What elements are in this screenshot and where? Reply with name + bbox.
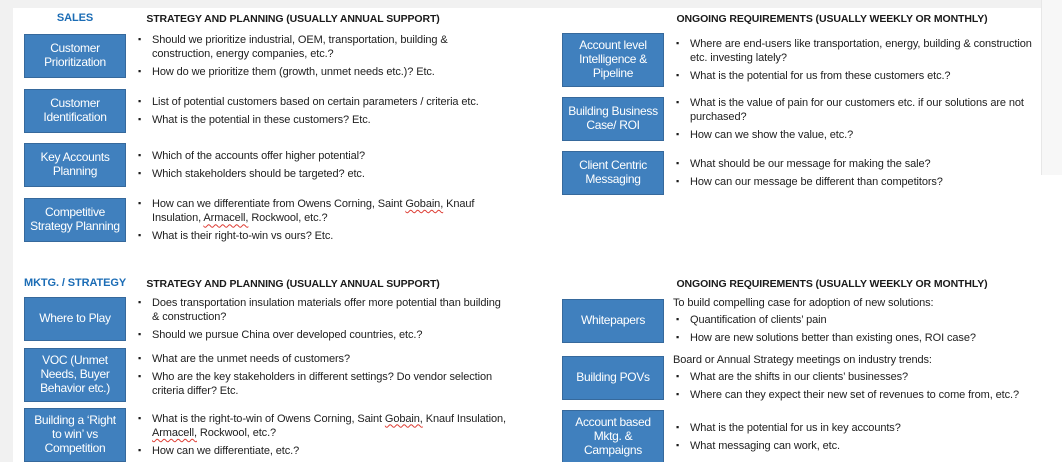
framework-row [562, 96, 1049, 142]
topic-box: Competitive Strategy Planning [24, 198, 126, 242]
topic-box: Account based Mktg. & Campaigns [562, 410, 664, 462]
framework-row [562, 410, 1049, 462]
questions-cell [673, 157, 1049, 189]
questions-cell [673, 353, 1049, 402]
topic-box: Building POVs [562, 356, 664, 400]
questions-cell [135, 296, 507, 342]
questions-cell [135, 33, 507, 79]
intro-line: To build compelling case for adoption of new solutions: [673, 297, 934, 309]
framework-row [24, 296, 507, 342]
topic-box: Where to Play [24, 297, 126, 341]
bullet-list [673, 421, 1049, 453]
bullet-list [135, 352, 507, 398]
bullet-item: ▪ What messaging can work, etc. [673, 439, 1049, 453]
bullet-item: ▪ What are the shifts in our clients’ businesses? [673, 370, 1049, 384]
bullet-list [135, 95, 507, 127]
bullet-list [135, 197, 507, 243]
framework-row [24, 143, 507, 187]
bullet-list [135, 412, 507, 458]
bullet-item: ▪ Does transportation insulation materials offer more potential than building & construction? [135, 296, 507, 324]
bullet-item: ▪ How are new solutions better than existing ones, ROI case? [673, 331, 1049, 345]
bullet-list [673, 313, 1049, 345]
spellcheck-squiggle: Gobain, [384, 412, 423, 425]
spellcheck-squiggle: Armacell, [152, 426, 197, 439]
bullet-list [673, 370, 1049, 402]
bullet-item: ▪ What is the potential for us in key accounts? [673, 421, 1049, 435]
bullet-item: ▪ Where are end-users like transportation, energy, building & construction etc. investing lately? [673, 37, 1049, 65]
topic-box: Customer Identification [24, 89, 126, 133]
bullet-item: ▪ How can we show the value, etc.? [673, 128, 1049, 142]
framework-row [24, 89, 507, 133]
questions-cell [673, 96, 1049, 142]
questions-cell [673, 296, 1049, 345]
framework-row [562, 353, 1049, 402]
bullet-list [135, 33, 507, 79]
topic-box: Client Centric Messaging [562, 151, 664, 195]
bullet-item: ▪ Which of the accounts offer higher potential? [135, 149, 507, 163]
questions-cell [135, 352, 507, 398]
bullet-item: ▪ Should we pursue China over developed countries, etc.? [135, 328, 507, 342]
framework-row [562, 296, 1049, 345]
framework-row [24, 197, 507, 243]
questions-cell [135, 149, 507, 181]
bullet-item: ▪ How can we differentiate from Owens Corning, Saint Gobain, Knauf Insulation, Armacell, Rockwool, etc.? [135, 197, 507, 225]
ongoing-header: ONGOING REQUIREMENTS (USUALLY WEEKLY OR MONTHLY) [676, 13, 988, 25]
bullet-item: ▪ What is the value of pain for our customers etc. if our solutions are not purchased? [673, 96, 1049, 124]
section-label-sales: SALES [56, 12, 94, 24]
bullet-item: ▪ How can our message be different than competitors? [673, 175, 1049, 189]
section-label-mktg-strategy: MKTG. / STRATEGY [24, 277, 127, 289]
framework-row [562, 151, 1049, 195]
ongoing-rows [562, 296, 1049, 462]
bullet-item: ▪ Where can they expect their new set of revenues to come from, etc.? [673, 388, 1049, 402]
planning-rows [24, 296, 507, 462]
bullet-item: ▪ What is the potential for us from these customers etc.? [673, 69, 1049, 83]
ongoing-header: ONGOING REQUIREMENTS (USUALLY WEEKLY OR MONTHLY) [676, 278, 988, 290]
framework-row [24, 348, 507, 402]
bullet-list [135, 149, 507, 181]
ongoing-rows [562, 33, 1049, 204]
topic-box: VOC (Unmet Needs, Buyer Behavior etc.) [24, 348, 126, 402]
bullet-item: ▪ How do we prioritize them (growth, unmet needs etc.)? Etc. [135, 65, 507, 79]
topic-box: Customer Prioritization [24, 34, 126, 78]
bullet-item: ▪ List of potential customers based on certain parameters / criteria etc. [135, 95, 507, 109]
bullet-item: ▪ Should we prioritize industrial, OEM, transportation, building & construction, energy companies, etc.? [135, 33, 507, 61]
bullet-item: ▪ What is the potential in these customers? Etc. [135, 113, 507, 127]
bullet-item: ▪ What are the unmet needs of customers? [135, 352, 507, 366]
bullet-item: ▪ What should be our message for making the sale? [673, 157, 1049, 171]
planning-header: STRATEGY AND PLANNING (USUALLY ANNUAL SUPPORT) [146, 13, 440, 25]
questions-cell [673, 37, 1049, 83]
topic-box: Building a ‘Right to win’ vs Competition [24, 408, 126, 462]
topic-box: Whitepapers [562, 299, 664, 343]
bullet-item: ▪ Which stakeholders should be targeted? etc. [135, 167, 507, 181]
bullet-item: ▪ What is the right-to-win of Owens Corning, Saint Gobain, Knauf Insulation, Armacell, Rockwool, etc.? [135, 412, 507, 440]
bullet-item: ▪ Who are the key stakeholders in different settings? Do vendor selection criteria differ? Etc. [135, 370, 507, 398]
bullet-list [135, 296, 507, 342]
topic-box: Key Accounts Planning [24, 143, 126, 187]
planning-rows [24, 33, 507, 253]
planning-header: STRATEGY AND PLANNING (USUALLY ANNUAL SUPPORT) [146, 278, 440, 290]
spellcheck-squiggle: Gobain, [405, 198, 444, 211]
spellcheck-squiggle: Armacell, [203, 212, 249, 225]
topic-box: Account level Intelligence & Pipeline [562, 33, 664, 87]
framework-row [562, 33, 1049, 87]
framework-row [24, 33, 507, 79]
bullet-item: ▪ Quantification of clients’ pain [673, 313, 1049, 327]
framework-row [24, 408, 507, 462]
questions-cell [673, 421, 1049, 453]
questions-cell [135, 95, 507, 127]
topic-box: Building Business Case/ ROI [562, 97, 664, 141]
bullet-list [673, 37, 1049, 83]
bullet-list [673, 157, 1049, 189]
page-margin-left [0, 0, 13, 462]
questions-cell [135, 197, 507, 243]
bullet-item: ▪ How can we differentiate, etc.? [135, 444, 507, 458]
bullet-item: ▪ What is their right-to-win vs ours? Etc. [135, 229, 507, 243]
page-margin-top [0, 0, 1062, 8]
questions-cell [135, 412, 507, 458]
bullet-list [673, 96, 1049, 142]
intro-line: Board or Annual Strategy meetings on industry trends: [673, 354, 932, 367]
